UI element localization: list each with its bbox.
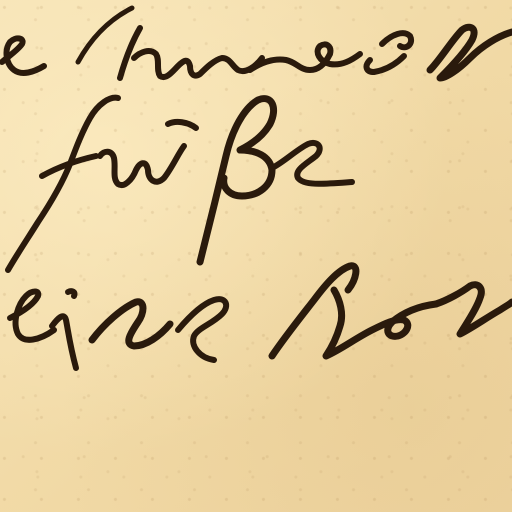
handwritten-line-1 [2,8,512,78]
handwritten-line-3 [10,266,512,368]
handwritten-line-2 [8,98,352,270]
